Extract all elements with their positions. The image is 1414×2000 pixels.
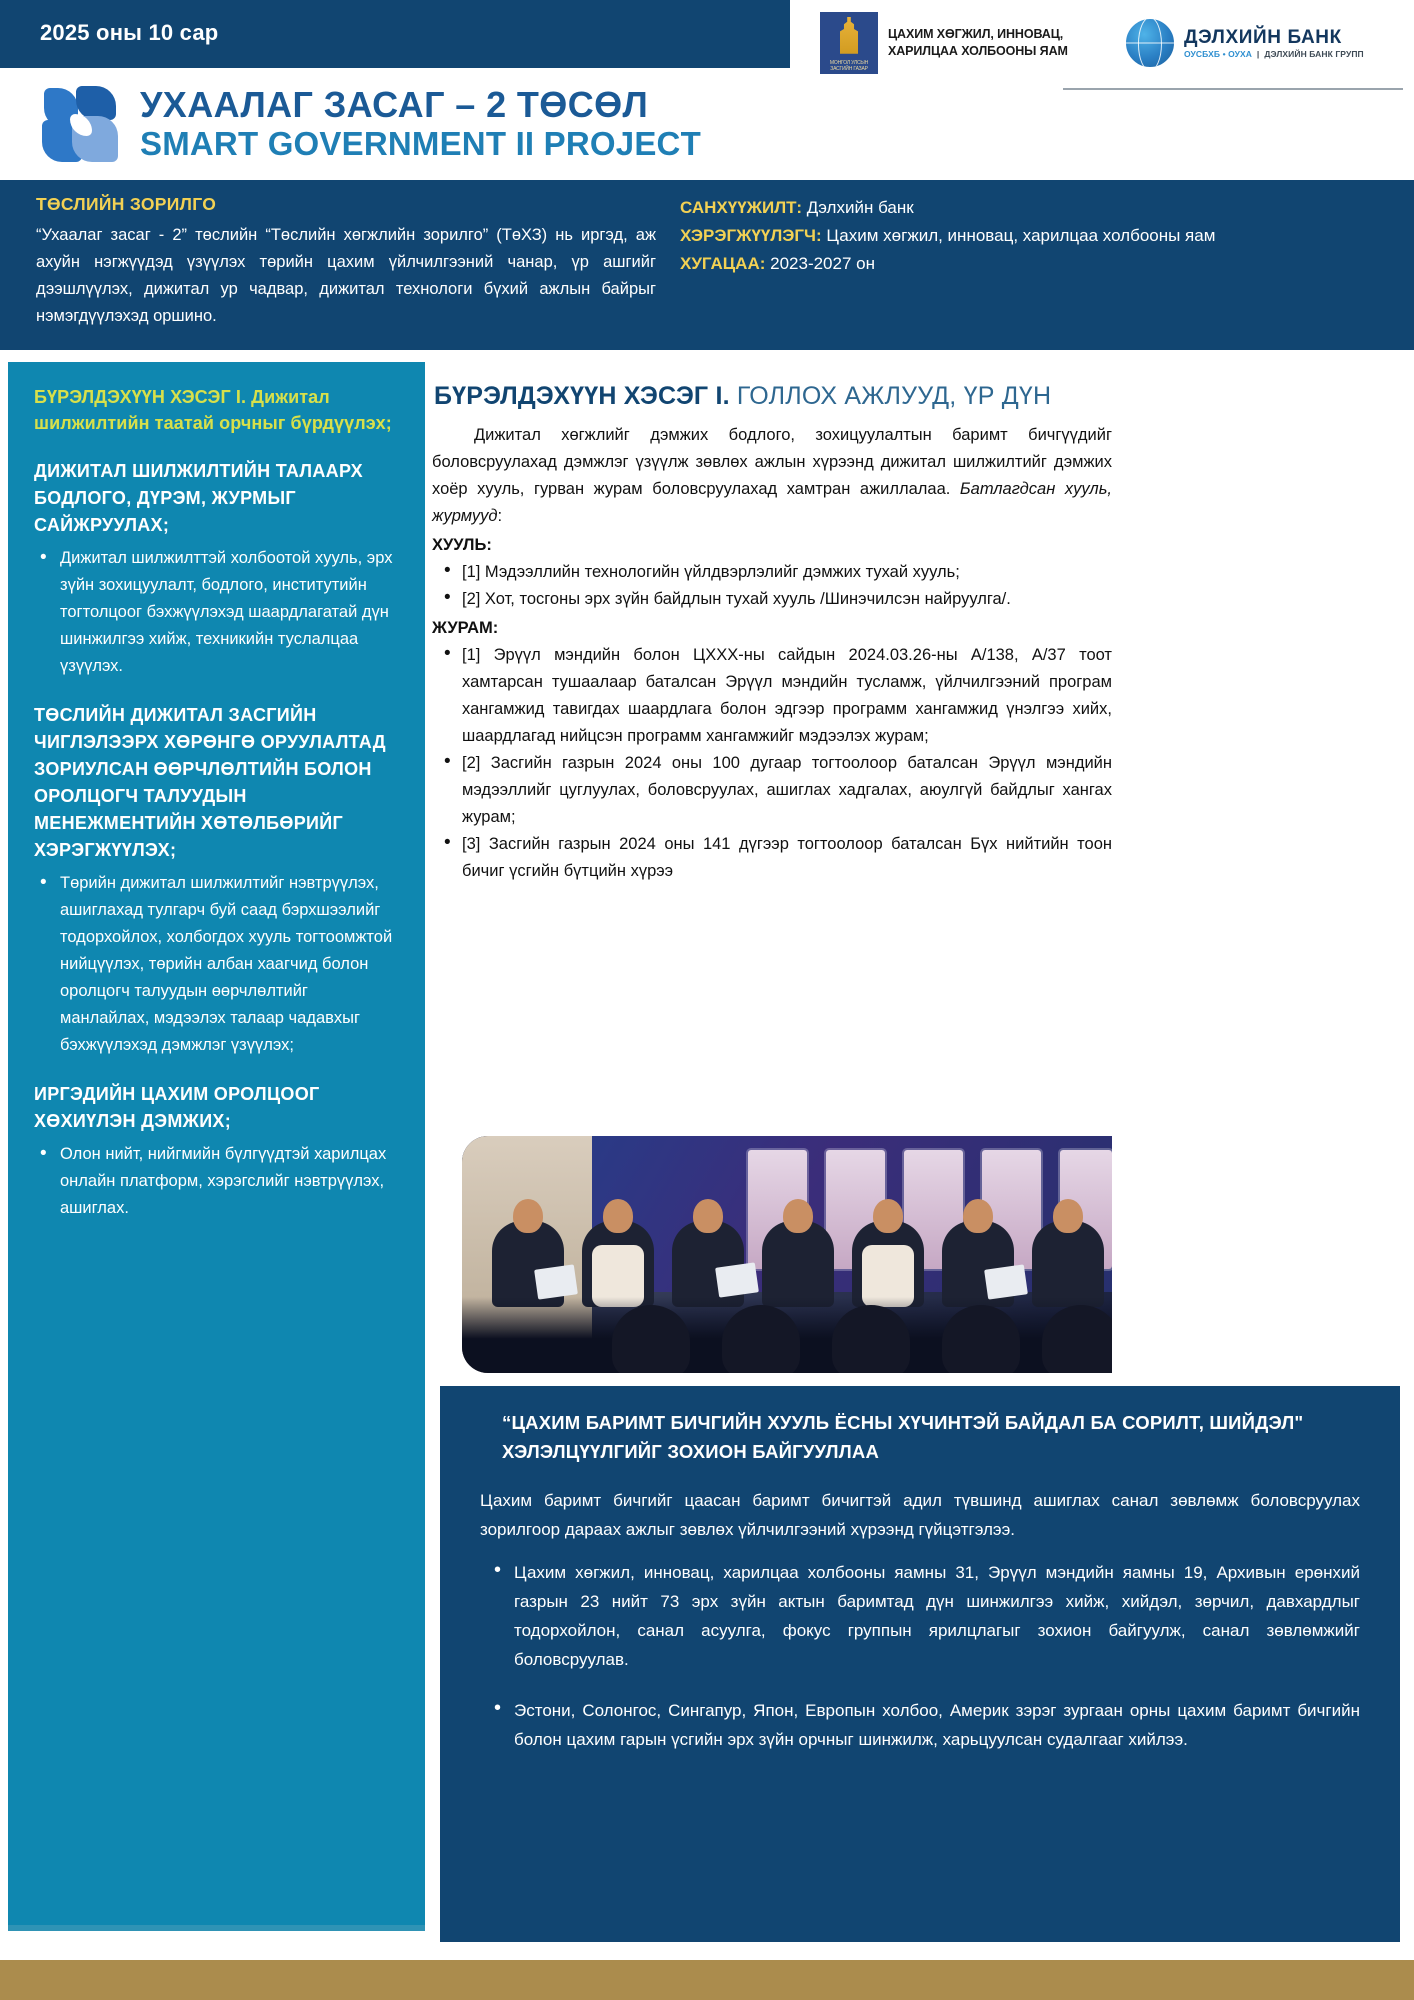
main-intro-italic: Батлагдсан хууль, журмууд bbox=[432, 480, 1112, 525]
sidebar-list-2 bbox=[34, 1141, 399, 1222]
project-title-block bbox=[0, 72, 1414, 176]
list-item: • Цахим хөгжил, инновац, харилцаа холбооны яамны 31, Эрүүл мэндийн яамны 19, Архивын ерөнхий газрын 23 нийт 73 эрх зүйн актын баримтад дүн шинжилгээ хийж, хийдэл, зөрчил, давхардлыг тодорхойлон, санал асуулга, фокус группын ярилцлагыг зохион байгуулж, санал зөвлөмжийг боловсруулав. bbox=[480, 1558, 1360, 1674]
ministry-name-label: ЦАХИМ ХӨГЖИЛ, ИННОВАЦ, ХАРИЛЦАА ХОЛБООНЫ ЯАМ bbox=[888, 27, 1068, 58]
list-item: • [1] Мэдээллийн технологийн үйлдвэрлэлийг дэмжих тухай хууль; bbox=[432, 559, 1112, 586]
soyombo-symbol-icon bbox=[840, 17, 858, 57]
world-bank-subtitle bbox=[1184, 49, 1364, 60]
list-item: • [2] Засгийн газрын 2024 оны 100 дугаар тогтоолоор баталсан Эрүүл мэндийн мэдээллийг цуглуулах, боловсруулах, ашиглах хадгалах, аюулгүй байдлыг хангах журам; bbox=[432, 750, 1112, 831]
main-intro-text: Дижитал хөгжлийг дэмжих бодлого, зохицуулалтын баримт бичгүүдийг боловсруулахад дэмжлэг үзүүлж зөвлөх ажлын хүрээнд дижитал шилжилтийг дэмжих хоёр хууль, гурван журам боловсруулахад хамтран ажиллалаа. bbox=[432, 426, 1112, 498]
discussion-list bbox=[480, 1558, 1360, 1754]
list-item: • Төрийн дижитал шилжилтийг нэвтрүүлэх, ашиглахад тулгарч буй саад бэрхшээлийг тодорхойлох, холбогдох хууль тогтоомжтой нийцүүлэх, төрийн албан хаагчид болон оролцогч талуудын өөрчлөлтийг манлайлах, мэдээлэх талаар чадавхыг бэхжүүлэхэд дэмжлэг үзүүлэх; bbox=[34, 870, 399, 1059]
globe-icon bbox=[1124, 17, 1176, 69]
project-goal-panel bbox=[0, 180, 1414, 350]
world-bank-sub-sep: | bbox=[1254, 48, 1262, 59]
list-item: • Олон нийт, нийгмийн бүлгүүдтэй харилцах онлайн платформ, хэрэгслийг нэвтрүүлэх, ашиглах. bbox=[34, 1141, 399, 1222]
implementer-value: Цахим хөгжил, инновац, харилцаа холбооны яам bbox=[826, 226, 1216, 245]
mongolia-government-emblem-icon bbox=[820, 12, 878, 74]
sidebar-lead-heading: БҮРЭЛДЭХҮҮН ХЭСЭГ I. Дижитал шилжилтийн таатай орчныг бүрдүүлэх; bbox=[34, 387, 392, 433]
event-photo bbox=[462, 1136, 1112, 1373]
implementer-label: ХЭРЭГЖҮҮЛЭГЧ: bbox=[680, 226, 822, 245]
implementer-row bbox=[680, 222, 1320, 250]
duration-value: 2023-2027 он bbox=[770, 254, 875, 273]
list-item: • [3] Засгийн газрын 2024 оны 141 дүгээр тогтоолоор баталсан Бүх нийтийн тоон бичиг үсгийн бүтцийн хүрээ bbox=[432, 831, 1112, 885]
project-logo-icon bbox=[42, 86, 118, 162]
discussion-highlight-box bbox=[440, 1386, 1400, 1942]
publication-date: 2025 оны 10 сар bbox=[40, 20, 219, 45]
main-intro-tail: : bbox=[497, 507, 503, 525]
goal-body-text: “Ухаалаг засаг - 2” төслийн “Төслийн хөгжлийн зорилго” (ТөХЗ) нь иргэд, аж ахуйн нэгжүүдэд үзүүлэх төрийн цахим үйлчилгээний чанар, үр ашгийг дээшлүүлэх, дижитал ур чадвар, дижитал технологи бүхий ажлын байрыг нэмэгдүүлэхэд оршино. bbox=[36, 226, 656, 325]
main-title-normal: ГОЛЛОХ АЖЛУУД, ҮР ДҮН bbox=[736, 382, 1052, 410]
project-title-mn: УХААЛАГ ЗАСАГ – 2 ТӨСӨЛ bbox=[140, 84, 649, 125]
goal-left-column bbox=[36, 194, 656, 330]
funding-row bbox=[680, 194, 1320, 222]
sidebar-list-1 bbox=[34, 870, 399, 1059]
funding-label: САНХҮҮЖИЛТ: bbox=[680, 198, 802, 217]
world-bank-title: ДЭЛХИЙН БАНК bbox=[1184, 26, 1342, 48]
sidebar-section-heading-0: ДИЖИТАЛ ШИЛЖИЛТИЙН ТАЛААРХ БОДЛОГО, ДҮРЭМ, ЖУРМЫГ САЙЖРУУЛАХ; bbox=[34, 461, 363, 535]
funding-value: Дэлхийн банк bbox=[806, 198, 914, 217]
law-label: ХУУЛЬ: bbox=[432, 536, 492, 554]
component-sidebar bbox=[8, 362, 425, 1930]
main-section-title bbox=[432, 380, 1397, 412]
footer-bar bbox=[0, 1960, 1414, 2000]
goal-heading: ТӨСЛИЙН ЗОРИЛГО bbox=[36, 194, 217, 214]
main-body bbox=[432, 422, 1112, 885]
discussion-paragraph: Цахим баримт бичгийг цаасан баримт бичигтэй адил түвшинд ашиглах санал зөвлөмж боловсруулах зорилгоор дараах ажлыг зөвлөх үйлчилгээний хүрээнд гүйцэтгэлээ. bbox=[480, 1491, 1360, 1539]
duration-row bbox=[680, 250, 1320, 278]
world-bank-sub-2: ДЭЛХИЙН БАНК ГРУПП bbox=[1264, 48, 1364, 59]
logo-row bbox=[820, 8, 1400, 78]
sidebar-bottom-edge bbox=[8, 1925, 425, 1931]
emblem-caption: МОНГОЛ УЛСЫН ЗАСГИЙН ГАЗАР bbox=[829, 60, 869, 72]
top-date-bar bbox=[0, 0, 790, 68]
main-intro-paragraph bbox=[432, 422, 1112, 530]
law-list bbox=[432, 559, 1112, 613]
goal-right-column bbox=[680, 194, 1320, 278]
rule-list bbox=[432, 642, 1112, 885]
main-title-bold: БҮРЭЛДЭХҮҮН ХЭСЭГ I. bbox=[434, 382, 730, 410]
duration-label: ХУГАЦАА: bbox=[680, 254, 766, 273]
world-bank-sub-1: ОУСБХБ • ОУХА bbox=[1184, 48, 1252, 59]
title-text-group bbox=[140, 85, 701, 163]
discussion-title: “ЦАХИМ БАРИМТ БИЧГИЙН ХУУЛЬ ЁСНЫ ХҮЧИНТЭЙ БАЙДАЛ БА СОРИЛТ, ШИЙДЭЛ" ХЭЛЭЛЦҮҮЛГИЙГ ЗОХИОН БАЙГУУЛЛАА bbox=[502, 1412, 1304, 1462]
list-item: • Дижитал шилжилттэй холбоотой хууль, эрх зүйн зохицуулалт, бодлого, институтийн тогтолцоог бэхжүүлэхэд шаардлагатай дүн шинжилгээ хийж, техникийн туслалцаа үзүүлэх. bbox=[34, 545, 399, 680]
list-item: • [1] Эрүүл мэндийн болон ЦХХХ-ны сайдын 2024.03.26-ны А/138, А/37 тоот хамтарсан тушаалаар баталсан Эрүүл мэндийн тусламж, үйлчилгээний програм хангамжид тавигдах шаардлага болон эдгээр программ хангамжид үнэлгээ хийх, шаардлагад нийцсэн программ хангамжийг мэдээлэх журам; bbox=[432, 642, 1112, 750]
sidebar-section-heading-1: ТӨСЛИЙН ДИЖИТАЛ ЗАСГИЙН ЧИГЛЭЛЭЭРХ ХӨРӨНГӨ ОРУУЛАЛТАД ЗОРИУЛСАН ӨӨРЧЛӨЛТИЙН БОЛОН ОРОЛЦОГЧ ТАЛУУДЫН МЕНЕЖМЕНТИЙН ХӨТӨЛБӨРИЙГ ХЭРЭГЖҮҮЛЭХ; bbox=[34, 705, 386, 860]
world-bank-text bbox=[1184, 27, 1364, 60]
list-item: • Эстони, Солонгос, Сингапур, Япон, Европын холбоо, Америк зэрэг зургаан орны цахим баримт бичгийн болон цахим гарын үсгийн эрх зүйн орчныг шинжилж, харьцуулсан судалгааг хийлээ. bbox=[480, 1696, 1360, 1754]
list-item: • [2] Хот, тосгоны эрх зүйн байдлын тухай хууль /Шинэчилсэн найруулга/. bbox=[432, 586, 1112, 613]
main-content-column bbox=[432, 362, 1397, 885]
project-title-en: SMART GOVERNMENT II PROJECT bbox=[140, 125, 701, 162]
sidebar-list-0 bbox=[34, 545, 399, 680]
sidebar-section-heading-2: ИРГЭДИЙН ЦАХИМ ОРОЛЦООГ ХӨХИҮЛЭН ДЭМЖИХ; bbox=[34, 1084, 320, 1131]
rule-label: ЖУРАМ: bbox=[432, 619, 499, 637]
world-bank-logo bbox=[1124, 17, 1364, 69]
